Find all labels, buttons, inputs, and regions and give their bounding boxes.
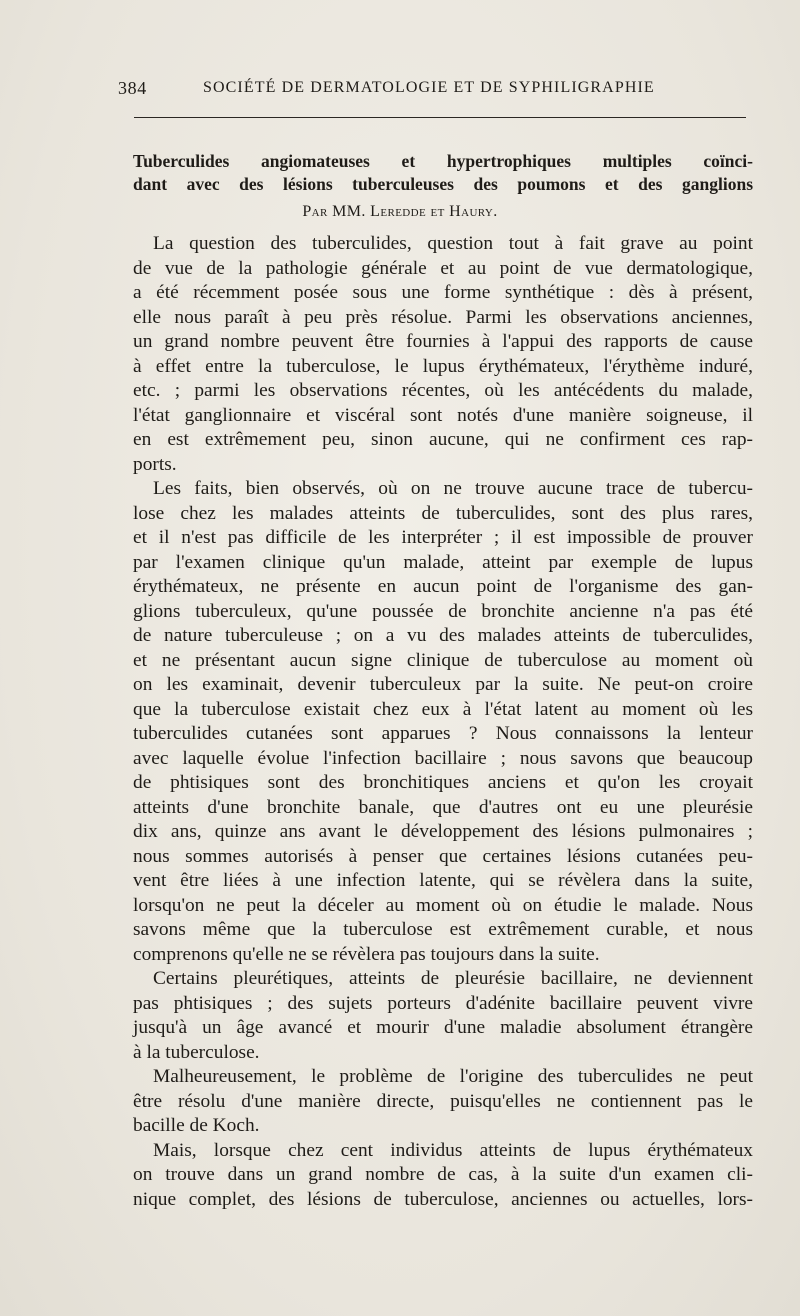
- text-line: Les faits, bien observés, où on ne trouve aucune trace de tubercu-: [153, 478, 753, 499]
- article-title: [133, 150, 753, 196]
- text-line: et il n'est pas difficile de les interpréter ; il est impossible de prouver: [133, 527, 753, 548]
- page-number: 384: [118, 78, 147, 98]
- text-line: jusqu'à un âge avancé et mourir d'une maladie absolument étrangère: [133, 1017, 753, 1038]
- header-rule: [134, 117, 746, 118]
- text-line: glions tuberculeux, qu'une poussée de bronchite ancienne n'a pas été: [133, 600, 753, 622]
- text-line: un grand nombre peuvent être fournies à l'appui des rapports de cause: [133, 331, 753, 352]
- text-line: Certains pleurétiques, atteints de pleurésie bacillaire, ne deviennent: [153, 968, 753, 989]
- text-line: lorsqu'on ne peut la déceler au moment où on étudie le malade. Nous: [133, 894, 753, 916]
- text-line: que la tuberculose existait chez eux à l'état latent au moment où les: [133, 698, 753, 720]
- text-line: etc. ; parmi les observations récentes, où les antécédents du malade,: [133, 380, 753, 401]
- text-line: à effet entre la tuberculose, le lupus érythémateux, l'érythème induré,: [133, 355, 753, 377]
- text-line: de phtisiques sont des bronchitiques anciens et qu'on les croyait: [133, 772, 753, 793]
- text-line: pas phtisiques ; des sujets porteurs d'adénite bacillaire peuvent vivre: [133, 992, 753, 1014]
- text-line: en est extrêmement peu, sinon aucune, qui ne confirment ces rap-: [133, 429, 753, 450]
- text-line: tuberculides cutanées sont apparues ? Nous connaissons la lenteur: [133, 723, 753, 744]
- text-line: à la tuberculose.: [133, 1041, 260, 1063]
- article-byline: Par MM. Leredde et Haury.: [302, 203, 498, 220]
- text-line: l'état ganglionnaire et viscéral sont notés d'une manière soigneuse, il: [133, 404, 753, 426]
- text-line: on les examinait, devenir tuberculeux par la suite. Ne peut-on croire: [133, 674, 753, 695]
- text-line: nique complet, des lésions de tuberculose, anciennes ou actuelles, lors-: [133, 1188, 753, 1210]
- running-header: [118, 78, 750, 102]
- article-title-line: dant avec des lésions tuberculeuses des poumons et des ganglions: [133, 174, 753, 194]
- article-body: [133, 232, 753, 1212]
- text-line: dix ans, quinze ans avant le développement des lésions pulmonaires ;: [133, 821, 753, 842]
- text-line: on trouve dans un grand nombre de cas, à la suite d'un examen cli-: [133, 1164, 753, 1185]
- text-line: comprenons qu'elle ne se révèlera pas toujours dans la suite.: [133, 943, 600, 965]
- text-line: avec laquelle évolue l'infection bacillaire ; nous savons que beaucoup: [133, 747, 753, 769]
- text-line: elle nous paraît à peu près résolue. Parmi les observations anciennes,: [133, 306, 753, 328]
- text-line: bacille de Koch.: [133, 1115, 260, 1136]
- text-line: Malheureusement, le problème de l'origine des tuberculides ne peut: [153, 1066, 753, 1087]
- text-line: de nature tuberculeuse ; on a vu des malades atteints de tuberculides,: [133, 625, 753, 646]
- text-line: de vue de la pathologie générale et au point de vue dermatologique,: [133, 257, 753, 279]
- text-line: lose chez les malades atteints de tuberculides, sont des plus rares,: [133, 502, 753, 524]
- text-line: savons même que la tuberculose est extrêmement curable, et nous: [133, 919, 753, 940]
- text-line: La question des tuberculides, question tout à fait grave au point: [153, 233, 753, 254]
- text-line: a été récemment posée sous une forme synthétique : dès à présent,: [133, 282, 753, 303]
- text-line: être résolu d'une manière directe, puisqu'elles ne contiennent pas le: [133, 1090, 753, 1112]
- text-line: Mais, lorsque chez cent individus atteints de lupus érythémateux: [153, 1139, 753, 1161]
- journal-title: SOCIÉTÉ DE DERMATOLOGIE ET DE SYPHILIGRAPHIE: [203, 79, 655, 96]
- text-line: ports.: [133, 453, 177, 475]
- text-line: atteints d'une bronchite banale, que d'autres ont eu une pleurésie: [133, 796, 753, 818]
- text-line: par l'examen clinique qu'un malade, atteint par exemple de lupus: [133, 551, 753, 573]
- article-title-line: Tuberculides angiomateuses et hypertrophiques multiples coïnci-: [133, 151, 753, 171]
- text-line: érythémateux, ne présente en aucun point de l'organisme des gan-: [133, 576, 753, 597]
- text-line: nous sommes autorisés à penser que certaines lésions cutanées peu-: [133, 845, 753, 867]
- text-line: vent être liées à une infection latente, qui se révèlera dans la suite,: [133, 870, 753, 891]
- text-line: et ne présentant aucun signe clinique de tuberculose au moment où: [133, 649, 753, 671]
